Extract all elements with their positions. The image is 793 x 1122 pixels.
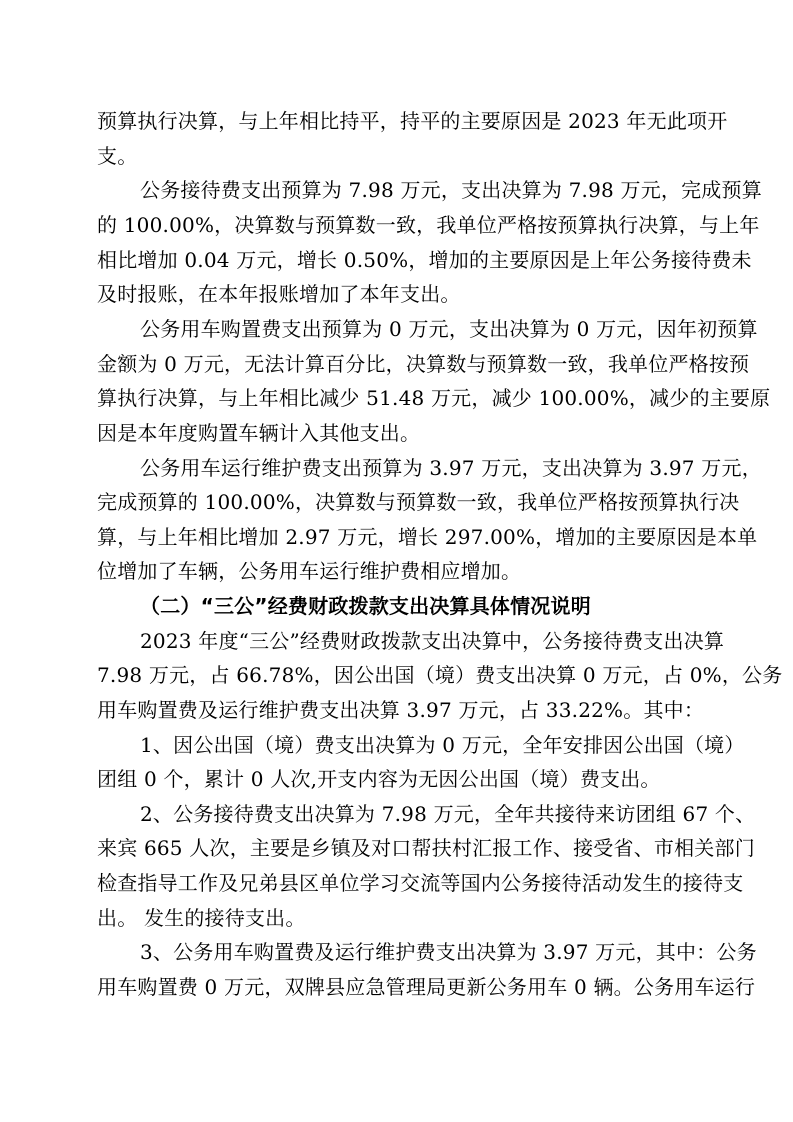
paragraph-line: 完成预算的 100.00%，决算数与预算数一致，我单位严格按预算执行决 bbox=[97, 490, 740, 514]
paragraph-line: 3、公务用车购置费及运行维护费支出决算为 3.97 万元，其中：公务 bbox=[140, 940, 757, 964]
paragraph-line: 的 100.00%，决算数与预算数一致，我单位严格按预算执行决算，与上年 bbox=[97, 213, 760, 237]
paragraph-line: 团组 0 个，累计 0 人次,开支内容为无因公出国（境）费支出。 bbox=[97, 767, 661, 791]
paragraph-line: 相比增加 0.04 万元，增长 0.50%，增加的主要原因是上年公务接待费未 bbox=[97, 248, 752, 272]
paragraph-line: 2、公务接待费支出决算为 7.98 万元，全年共接待来访团组 67 个、 bbox=[140, 802, 756, 826]
paragraph-line: 及时报账，在本年报账增加了本年支出。 bbox=[97, 282, 461, 306]
paragraph-line: 因是本年度购置车辆计入其他支出。 bbox=[97, 421, 421, 445]
paragraph-line: 公务用车运行维护费支出预算为 3.97 万元，支出决算为 3.97 万元， bbox=[140, 456, 762, 480]
paragraph-line: 7.98 万元，占 66.78%，因公出国（境）费支出决算 0 万元，占 0%，公务 bbox=[97, 663, 783, 687]
paragraph-line: 检查指导工作及兄弟县区单位学习交流等国内公务接待活动发生的接待支 bbox=[97, 871, 744, 895]
paragraph-line: 算，与上年相比增加 2.97 万元，增长 297.00%，增加的主要原因是本单 bbox=[97, 525, 758, 549]
paragraph-line: 金额为 0 万元，无法计算百分比，决算数与预算数一致，我单位严格按预 bbox=[97, 352, 750, 376]
paragraph-line: 算执行决算，与上年相比减少 51.48 万元，减少 100.00%，减少的主要原 bbox=[97, 386, 771, 410]
paragraph-line: 支。 bbox=[97, 144, 138, 168]
paragraph-line: 公务用车购置费支出预算为 0 万元，支出决算为 0 万元，因年初预算 bbox=[140, 317, 758, 341]
section-heading: （二）“三公”经费财政拨款支出决算具体情况说明 bbox=[140, 594, 591, 618]
paragraph-line: 用车购置费及运行维护费支出决算 3.97 万元，占 33.22%。其中： bbox=[97, 698, 705, 722]
paragraph-line: 位增加了车辆，公务用车运行维护费相应增加。 bbox=[97, 559, 522, 583]
paragraph-line: 来宾 665 人次，主要是乡镇及对口帮扶村汇报工作、接受省、市相关部门 bbox=[97, 836, 755, 860]
paragraph-line: 2023 年度“三公”经费财政拨款支出决算中，公务接待费支出决算 bbox=[140, 629, 725, 653]
paragraph-line: 出。 发生的接待支出。 bbox=[97, 906, 306, 930]
paragraph-line: 1、因公出国（境）费支出决算为 0 万元，全年安排因公出国（境） bbox=[140, 733, 745, 757]
paragraph-line: 预算执行决算，与上年相比持平，持平的主要原因是 2023 年无此项开 bbox=[97, 109, 728, 133]
paragraph-line: 公务接待费支出预算为 7.98 万元，支出决算为 7.98 万元，完成预算 bbox=[140, 178, 762, 202]
paragraph-line: 用车购置费 0 万元，双牌县应急管理局更新公务用车 0 辆。公务用车运行 bbox=[97, 975, 756, 999]
